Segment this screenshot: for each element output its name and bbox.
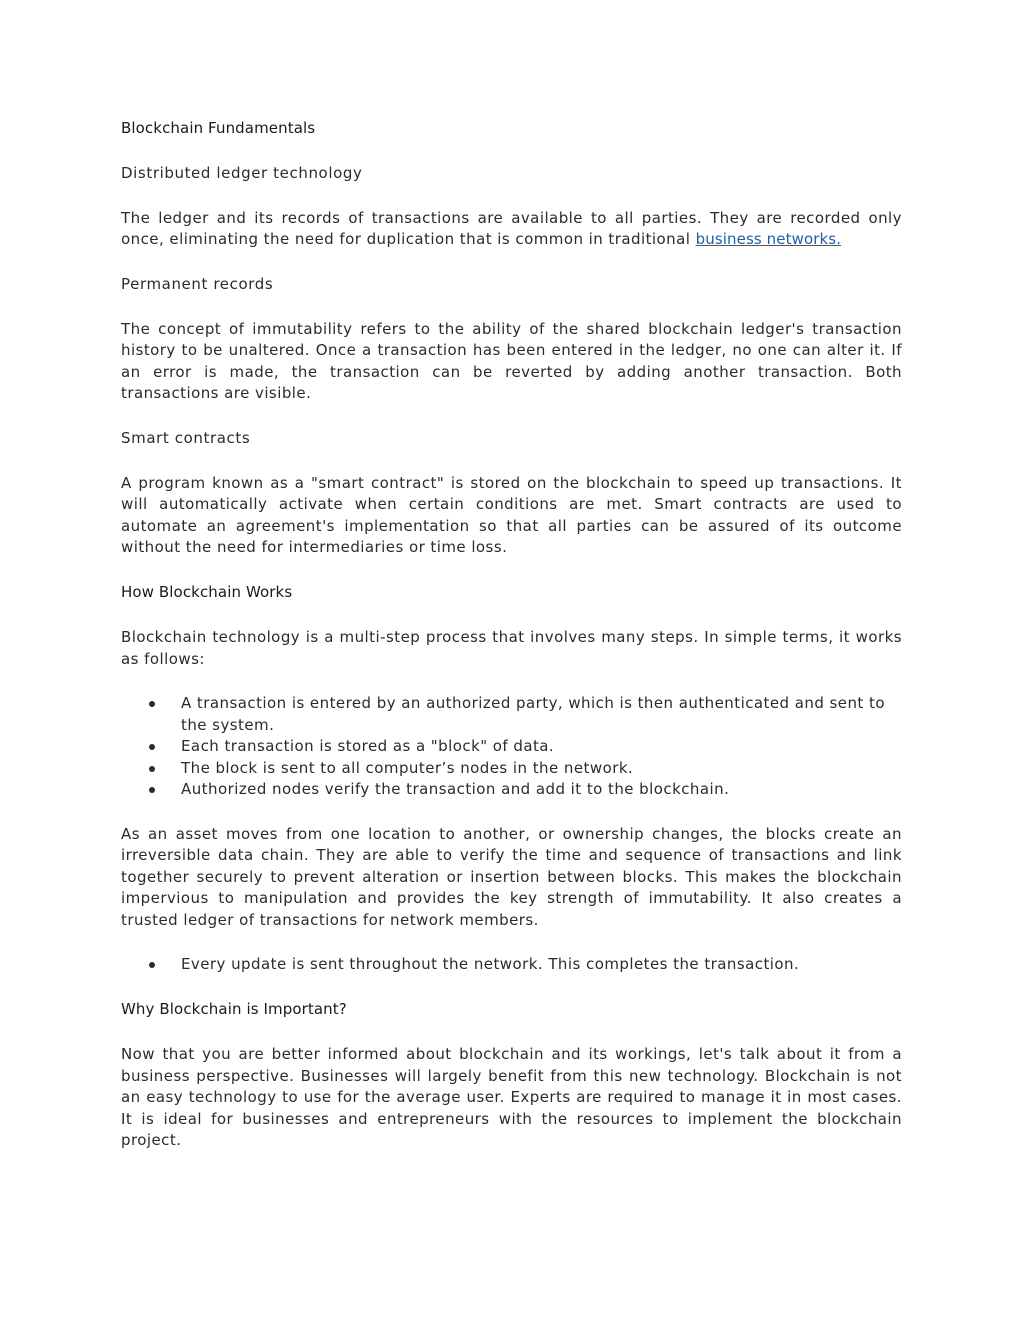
section-heading-how-blockchain-works: How Blockchain Works (121, 583, 293, 602)
document-page (121, 118, 902, 1175)
paragraph-smart-contracts: A program known as a "smart contract" is stored on the blockchain to speed up transactions. It will automatically activate when certain conditions are met. Smart contracts are used to automate an agreement's implementation so that all parties can be assured of its outcome without the need for intermediaries or time loss. (121, 474, 902, 557)
section-heading-smart-contracts: Smart contracts (121, 429, 251, 448)
list-item: A transaction is entered by an authorized party, which is then authenticated and sent to the system. (181, 693, 902, 736)
list-item: Authorized nodes verify the transaction and add it to the blockchain. (181, 779, 902, 800)
paragraph-permanent-records: The concept of immutability refers to the ability of the shared blockchain ledger's transaction history to be unaltered. Once a transaction has been entered in the ledger, no one can alter it. If an error is made, the transaction can be reverted by adding another transaction. Both transactions are visible. (121, 320, 902, 403)
paragraph-distributed-ledger-text: The ledger and its records of transactions are available to all parties. They are recorded only once, eliminating the need for duplication that is common in traditional (121, 208, 902, 249)
bullet-icon (149, 701, 155, 707)
paragraph-how-intro: Blockchain technology is a multi-step process that involves many steps. In simple terms, it works as follows: (121, 628, 902, 668)
paragraph-how-body: As an asset moves from one location to another, or ownership changes, the blocks create an irreversible data chain. They are able to verify the time and sequence of transactions and link together securely to prevent alteration or insertion between blocks. This makes the blockchain impervious to manipulation and provides the key strength of immutability. It also creates a trusted ledger of transactions for network members. (121, 824, 902, 929)
document-title: Blockchain Fundamentals (121, 119, 316, 137)
section-heading-permanent-records: Permanent records (121, 275, 274, 294)
section-heading-distributed-ledger: Distributed ledger technology (121, 163, 363, 182)
paragraph-why-important: Now that you are better informed about blockchain and its workings, let's talk about it from a business perspective. Businesses will largely benefit from this new technology. Blockchain is not an easy technology to use for the average user. Experts are required to manage it in most cases. It is ideal for businesses and entrepreneurs with the resources to implement the blockchain project. (121, 1045, 902, 1149)
section-heading-why-important: Why Blockchain is Important? (121, 1000, 347, 1019)
bullet-icon (149, 766, 155, 772)
paragraph-distributed-ledger (121, 208, 902, 251)
bullet-icon (149, 744, 155, 750)
bullet-icon (149, 962, 155, 968)
business-networks-link[interactable]: business networks. (695, 230, 842, 249)
list-item: Every update is sent throughout the network. This completes the transaction. (181, 954, 902, 975)
steps-list (121, 693, 902, 800)
list-item: The block is sent to all computer’s nodes in the network. (181, 758, 902, 779)
final-step-list (121, 954, 902, 975)
list-item: Each transaction is stored as a "block" of data. (181, 736, 902, 757)
bullet-icon (149, 787, 155, 793)
